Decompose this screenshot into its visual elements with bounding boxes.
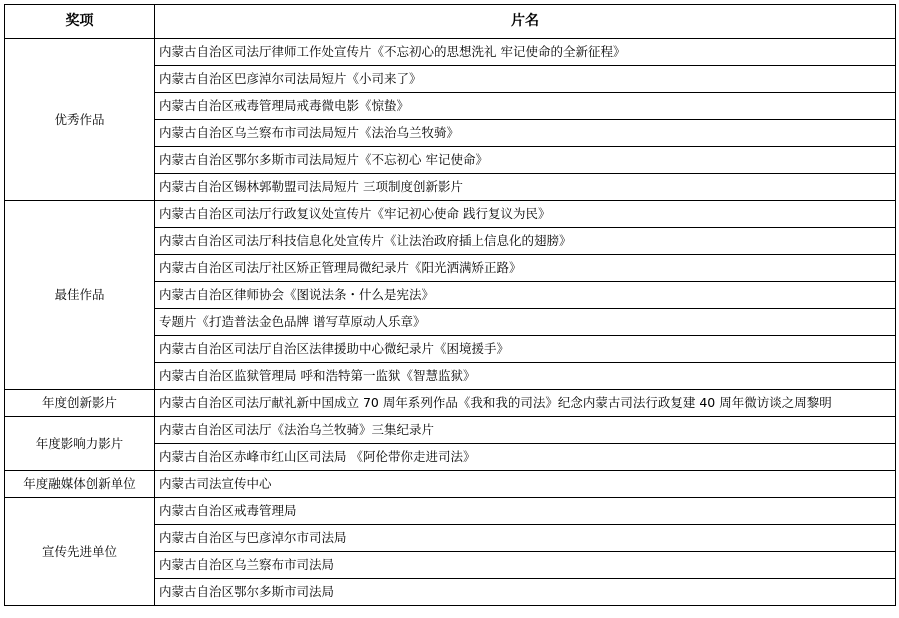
film-title-cell: 内蒙古自治区司法厅律师工作处宣传片《不忘初心的思想洗礼 牢记使命的全新征程》: [155, 39, 896, 66]
film-title-cell: 内蒙古自治区赤峰市红山区司法局 《阿伦带你走进司法》: [155, 444, 896, 471]
table-row: [5, 417, 896, 444]
table-row: [5, 39, 896, 66]
film-title-cell: 内蒙古司法宣传中心: [155, 471, 896, 498]
film-title-cell: 内蒙古自治区戒毒管理局: [155, 498, 896, 525]
table-row: [5, 471, 896, 498]
table-body: [5, 39, 896, 606]
film-title-cell: 内蒙古自治区戒毒管理局戒毒微电影《惊蛰》: [155, 93, 896, 120]
film-title-cell: 内蒙古自治区鄂尔多斯市司法局: [155, 579, 896, 606]
table-row: [5, 390, 896, 417]
film-title-cell: 内蒙古自治区司法厅《法治乌兰牧骑》三集纪录片: [155, 417, 896, 444]
header-film-title: 片名: [155, 5, 896, 39]
film-title-cell: 内蒙古自治区锡林郭勒盟司法局短片 三项制度创新影片: [155, 174, 896, 201]
film-title-cell: 内蒙古自治区律师协会《图说法条・什么是宪法》: [155, 282, 896, 309]
film-title-cell: 内蒙古自治区巴彦淖尔司法局短片《小司来了》: [155, 66, 896, 93]
film-title-cell: 内蒙古自治区乌兰察布市司法局短片《法治乌兰牧骑》: [155, 120, 896, 147]
film-title-cell: 内蒙古自治区司法厅社区矫正管理局微纪录片《阳光洒满矫正路》: [155, 255, 896, 282]
film-title-cell: 专题片《打造普法金色品牌 谱写草原动人乐章》: [155, 309, 896, 336]
award-category: 年度影响力影片: [5, 417, 155, 471]
film-title-cell: 内蒙古自治区司法厅献礼新中国成立 70 周年系列作品《我和我的司法》纪念内蒙古司法行政复建 40 周年微访谈之周黎明: [155, 390, 896, 417]
table-row: [5, 498, 896, 525]
header-award: 奖项: [5, 5, 155, 39]
award-category: 优秀作品: [5, 39, 155, 201]
table-row: [5, 201, 896, 228]
award-category: 宣传先进单位: [5, 498, 155, 606]
award-category: 年度融媒体创新单位: [5, 471, 155, 498]
film-title-cell: 内蒙古自治区与巴彦淖尔市司法局: [155, 525, 896, 552]
film-title-cell: 内蒙古自治区鄂尔多斯市司法局短片《不忘初心 牢记使命》: [155, 147, 896, 174]
award-category: 最佳作品: [5, 201, 155, 390]
film-title-cell: 内蒙古自治区乌兰察布市司法局: [155, 552, 896, 579]
film-title-cell: 内蒙古自治区司法厅自治区法律援助中心微纪录片《困境援手》: [155, 336, 896, 363]
film-title-cell: 内蒙古自治区司法厅行政复议处宣传片《牢记初心使命 践行复议为民》: [155, 201, 896, 228]
film-title-cell: 内蒙古自治区监狱管理局 呼和浩特第一监狱《智慧监狱》: [155, 363, 896, 390]
award-category: 年度创新影片: [5, 390, 155, 417]
film-title-cell: 内蒙古自治区司法厅科技信息化处宣传片《让法治政府插上信息化的翅膀》: [155, 228, 896, 255]
awards-table: [4, 4, 896, 606]
header-row: [5, 5, 896, 39]
